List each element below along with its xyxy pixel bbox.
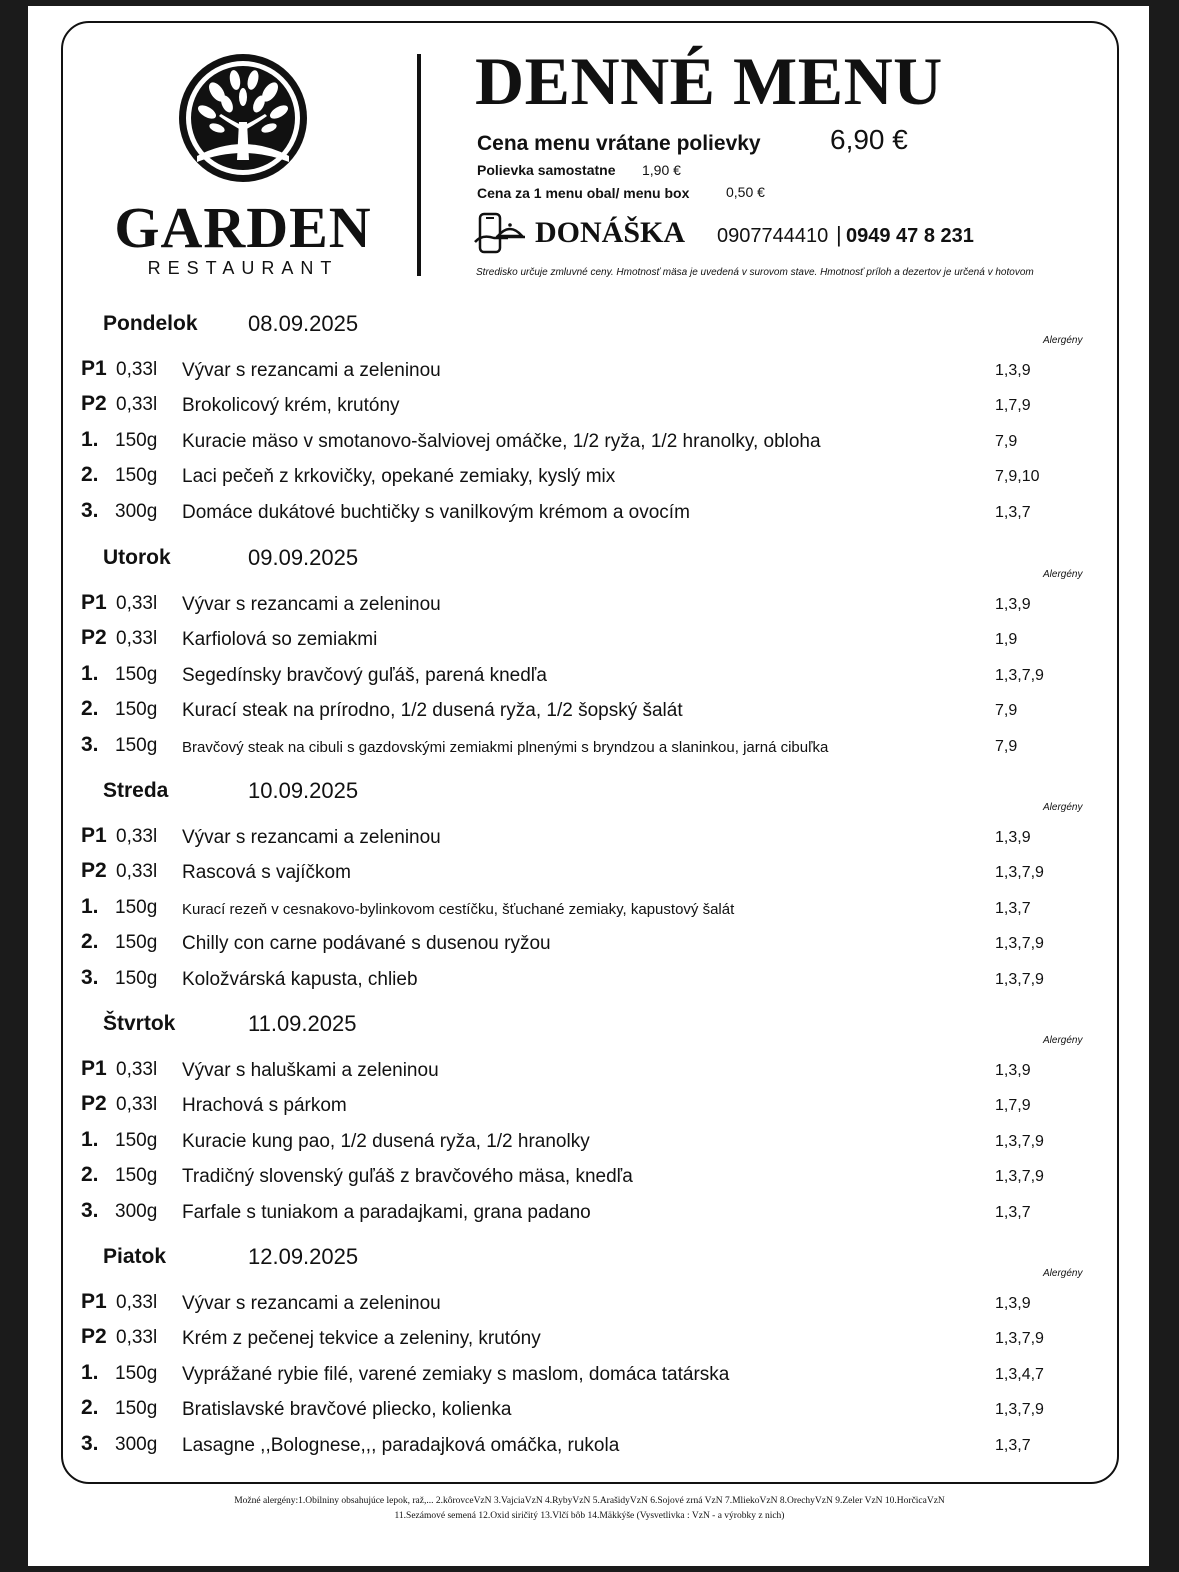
- menu-item-code: P2: [81, 626, 107, 649]
- phone-separator: |: [836, 222, 842, 247]
- menu-item-code: P1: [81, 1290, 107, 1313]
- menu-item-allergens: 7,9,10: [995, 468, 1040, 485]
- menu-item-allergens: 1,3,7,9: [995, 1133, 1044, 1150]
- menu-item-allergens: 1,3,7: [995, 1204, 1031, 1221]
- menu-item-portion: 150g: [115, 897, 158, 918]
- menu-item-row: [0, 626, 1179, 656]
- menu-item-code: 3.: [81, 1199, 99, 1222]
- menu-item-dish: Vývar s rezancami a zeleninou: [182, 360, 441, 381]
- box-price-label: Cena za 1 menu obal/ menu box: [477, 185, 690, 201]
- menu-item-allergens: 1,3,7,9: [995, 971, 1044, 988]
- menu-item-portion: 300g: [115, 1434, 158, 1455]
- box-price-value: 0,50 €: [726, 184, 765, 200]
- menu-item-portion: 0,33l: [116, 593, 158, 614]
- menu-item-code: 2.: [81, 1396, 99, 1419]
- menu-item-row: [0, 1290, 1179, 1320]
- day-date: 09.09.2025: [248, 545, 359, 570]
- menu-item-dish: Kurací steak na prírodno, 1/2 dusená ryža, 1/2 šopský šalát: [182, 700, 683, 721]
- menu-item-portion: 0,33l: [116, 1094, 158, 1115]
- menu-item-allergens: 1,3,7,9: [995, 1168, 1044, 1185]
- menu-item-portion: 300g: [115, 1201, 158, 1222]
- menu-item-row: [0, 463, 1179, 493]
- border-bottom: [0, 1566, 1179, 1572]
- menu-item-allergens: 1,3,7: [995, 504, 1031, 521]
- menu-item-dish: Vývar s rezancami a zeleninou: [182, 594, 441, 615]
- brand-name: GARDEN: [114, 195, 372, 260]
- menu-item-code: 2.: [81, 697, 99, 720]
- day-date: 11.09.2025: [248, 1011, 357, 1036]
- menu-item-dish: Kuracie kung pao, 1/2 dusená ryža, 1/2 hranolky: [182, 1131, 590, 1152]
- menu-item-allergens: 1,3,7: [995, 1437, 1031, 1454]
- allergen-column-header: Alergény: [1043, 569, 1083, 580]
- menu-item-code: P1: [81, 357, 107, 380]
- menu-item-allergens: 1,3,9: [995, 1295, 1031, 1312]
- menu-item-code: 1.: [81, 662, 99, 685]
- menu-item-code: 3.: [81, 733, 99, 756]
- menu-item-dish: Domáce dukátové buchtičky s vanilkovým krémom a ovocím: [182, 502, 690, 523]
- menu-item-dish: Vývar s rezancami a zeleninou: [182, 827, 441, 848]
- menu-item-allergens: 1,3,9: [995, 1062, 1031, 1079]
- menu-item-row: [0, 662, 1179, 692]
- menu-item-portion: 150g: [115, 932, 158, 953]
- menu-item-allergens: 7,9: [995, 433, 1018, 450]
- disclaimer-text: Stredisko určuje zmluvné ceny. Hmotnosť mäsa je uvedená v surovom stave. Hmotnosť príloh a dezertov je určená v hotovom: [476, 267, 1034, 278]
- allergen-column-header: Alergény: [1043, 802, 1083, 813]
- allergen-footer-line-2: 11.Sezámové semená 12.Oxid siričitý 13.Vlčí bôb 14.Mäkkýše (Vysvetlivka : VzN - a výrobky z nich): [394, 1511, 785, 1521]
- menu-item-portion: 0,33l: [116, 394, 158, 415]
- delivery-phone-icon: [474, 212, 528, 256]
- menu-item-row: [0, 697, 1179, 727]
- menu-item-allergens: 1,3,9: [995, 362, 1031, 379]
- menu-item-row: [0, 1325, 1179, 1355]
- menu-item-row: [0, 392, 1179, 422]
- menu-item-dish: Segedínsky bravčový guľáš, parená knedľa: [182, 665, 547, 686]
- menu-item-dish: Vývar s haluškami a zeleninou: [182, 1060, 439, 1081]
- day-date: 08.09.2025: [248, 311, 359, 336]
- menu-item-portion: 0,33l: [116, 1292, 158, 1313]
- allergen-column-header: Alergény: [1043, 1268, 1083, 1279]
- menu-item-row: [0, 499, 1179, 529]
- menu-item-code: P2: [81, 859, 107, 882]
- menu-item-dish: Karfiolová so zemiakmi: [182, 629, 378, 650]
- menu-item-dish: Chilly con carne podávané s dusenou ryžou: [182, 933, 551, 954]
- allergen-footer-line-1: Možné alergény:1.Obilniny obsahujúce lepok, raž,... 2.kôrovceVzN 3.VajciaVzN 4.RybyVzN 5.ArašidyVzN 6.Sojové zrná VzN 7.MliekoVzN 8.OrechyVzN 9.Zeler VzN 10.HorčicaVzN: [234, 1496, 945, 1506]
- menu-item-allergens: 1,9: [995, 631, 1018, 648]
- menu-item-portion: 150g: [115, 699, 158, 720]
- day-name: Piatok: [103, 1245, 167, 1268]
- day-name: Utorok: [103, 546, 171, 569]
- menu-item-portion: 0,33l: [116, 359, 158, 380]
- day-name: Pondelok: [103, 312, 198, 335]
- menu-item-dish: Farfale s tuniakom a paradajkami, grana padano: [182, 1202, 591, 1223]
- menu-item-portion: 150g: [115, 1398, 158, 1419]
- menu-item-portion: 0,33l: [116, 628, 158, 649]
- menu-item-portion: 150g: [115, 465, 158, 486]
- menu-item-dish: Vyprážané rybie filé, varené zemiaky s maslom, domáca tatárska: [182, 1364, 730, 1385]
- menu-item-dish: Bravčový steak na cibuli s gazdovskými zemiakmi plnenými s bryndzou a slaninkou, jarná cibuľka: [182, 739, 829, 756]
- menu-item-portion: 150g: [115, 1165, 158, 1186]
- menu-item-row: [0, 1092, 1179, 1122]
- menu-item-row: [0, 1361, 1179, 1391]
- day-date: 12.09.2025: [248, 1244, 359, 1269]
- menu-item-row: [0, 1199, 1179, 1229]
- menu-item-code: 1.: [81, 895, 99, 918]
- menu-item-allergens: 7,9: [995, 702, 1018, 719]
- menu-item-dish: Bratislavské bravčové pliecko, kolienka: [182, 1399, 512, 1420]
- menu-item-code: 3.: [81, 499, 99, 522]
- menu-item-code: P2: [81, 1325, 107, 1348]
- menu-item-portion: 150g: [115, 664, 158, 685]
- menu-item-row: [0, 1057, 1179, 1087]
- menu-item-dish: Koložvárská kapusta, chlieb: [182, 969, 418, 990]
- brand-subtitle: RESTAURANT: [147, 258, 339, 278]
- tree-logo-icon: [177, 52, 309, 184]
- menu-item-allergens: 1,3,7,9: [995, 1401, 1044, 1418]
- menu-item-row: [0, 591, 1179, 621]
- menu-item-row: [0, 966, 1179, 996]
- menu-item-row: [0, 357, 1179, 387]
- menu-item-allergens: 1,3,9: [995, 829, 1031, 846]
- menu-item-row: [0, 1163, 1179, 1193]
- allergen-footer: [0, 1494, 1179, 1524]
- menu-item-portion: 0,33l: [116, 861, 158, 882]
- menu-item-code: P2: [81, 392, 107, 415]
- menu-item-allergens: 7,9: [995, 738, 1018, 755]
- menu-item-row: [0, 1128, 1179, 1158]
- menu-item-dish: Brokolicový krém, krutóny: [182, 395, 400, 416]
- menu-item-allergens: 1,3,7,9: [995, 935, 1044, 952]
- header-divider: [417, 54, 421, 276]
- menu-item-allergens: 1,7,9: [995, 1097, 1031, 1114]
- menu-item-code: 2.: [81, 930, 99, 953]
- menu-item-dish: Laci pečeň z krkovičky, opekané zemiaky, kyslý mix: [182, 466, 616, 487]
- delivery-label: DONÁŠKA: [535, 216, 686, 249]
- menu-item-row: [0, 895, 1179, 925]
- menu-item-row: [0, 824, 1179, 854]
- menu-item-code: 2.: [81, 1163, 99, 1186]
- menu-item-portion: 150g: [115, 1130, 158, 1151]
- menu-item-row: [0, 1432, 1179, 1462]
- menu-item-dish: Vývar s rezancami a zeleninou: [182, 1293, 441, 1314]
- menu-item-row: [0, 733, 1179, 763]
- menu-item-allergens: 1,3,9: [995, 596, 1031, 613]
- menu-item-allergens: 1,3,7,9: [995, 864, 1044, 881]
- menu-item-allergens: 1,3,7,9: [995, 667, 1044, 684]
- menu-item-allergens: 1,3,7: [995, 900, 1031, 917]
- menu-item-row: [0, 428, 1179, 458]
- menu-item-dish: Kuracie mäso v smotanovo-šalviovej omáčke, 1/2 ryža, 1/2 hranolky, obloha: [182, 431, 821, 452]
- menu-item-dish: Tradičný slovenský guľáš z bravčového mäsa, knedľa: [182, 1166, 633, 1187]
- menu-item-code: 1.: [81, 1128, 99, 1151]
- menu-item-portion: 0,33l: [116, 1059, 158, 1080]
- menu-item-dish: Hrachová s párkom: [182, 1095, 347, 1116]
- phone-number-1: 0907744410: [717, 225, 829, 247]
- menu-item-dish: Lasagne ,,Bolognese,,, paradajková omáčka, rukola: [182, 1435, 620, 1456]
- page-title: DENNÉ MENU: [475, 43, 943, 119]
- allergen-column-header: Alergény: [1043, 335, 1083, 346]
- menu-item-code: 1.: [81, 428, 99, 451]
- menu-item-portion: 150g: [115, 1363, 158, 1384]
- menu-item-code: 3.: [81, 1432, 99, 1455]
- day-name: Štvrtok: [103, 1012, 176, 1035]
- menu-item-code: P1: [81, 824, 107, 847]
- menu-item-portion: 150g: [115, 968, 158, 989]
- menu-item-portion: 0,33l: [116, 1327, 158, 1348]
- menu-item-code: 1.: [81, 1361, 99, 1384]
- menu-item-code: P2: [81, 1092, 107, 1115]
- menu-item-row: [0, 859, 1179, 889]
- soup-price-value: 1,90 €: [642, 162, 681, 178]
- phone-number-2: 0949 47 8 231: [846, 225, 974, 247]
- menu-item-dish: Krém z pečenej tekvice a zeleniny, krutóny: [182, 1328, 541, 1349]
- menu-item-portion: 150g: [115, 430, 158, 451]
- menu-price-value: 6,90 €: [830, 124, 908, 155]
- menu-item-portion: 300g: [115, 501, 158, 522]
- soup-price-label: Polievka samostatne: [477, 162, 616, 178]
- menu-item-row: [0, 1396, 1179, 1426]
- menu-item-allergens: 1,3,7,9: [995, 1330, 1044, 1347]
- menu-item-dish: Rascová s vajíčkom: [182, 862, 351, 883]
- menu-item-allergens: 1,3,4,7: [995, 1366, 1044, 1383]
- menu-item-code: P1: [81, 591, 107, 614]
- allergen-column-header: Alergény: [1043, 1035, 1083, 1046]
- menu-item-code: P1: [81, 1057, 107, 1080]
- menu-item-dish: Kurací rezeň v cesnakovo-bylinkovom cestíčku, šťuchané zemiaky, kapustový šalát: [182, 901, 735, 918]
- day-date: 10.09.2025: [248, 778, 359, 803]
- menu-item-row: [0, 930, 1179, 960]
- day-name: Streda: [103, 779, 169, 802]
- menu-item-allergens: 1,7,9: [995, 397, 1031, 414]
- restaurant-logo: [108, 52, 378, 282]
- menu-price-label: Cena menu vrátane polievky: [477, 132, 761, 155]
- menu-item-portion: 150g: [115, 735, 158, 756]
- menu-item-code: 2.: [81, 463, 99, 486]
- menu-item-code: 3.: [81, 966, 99, 989]
- menu-item-portion: 0,33l: [116, 826, 158, 847]
